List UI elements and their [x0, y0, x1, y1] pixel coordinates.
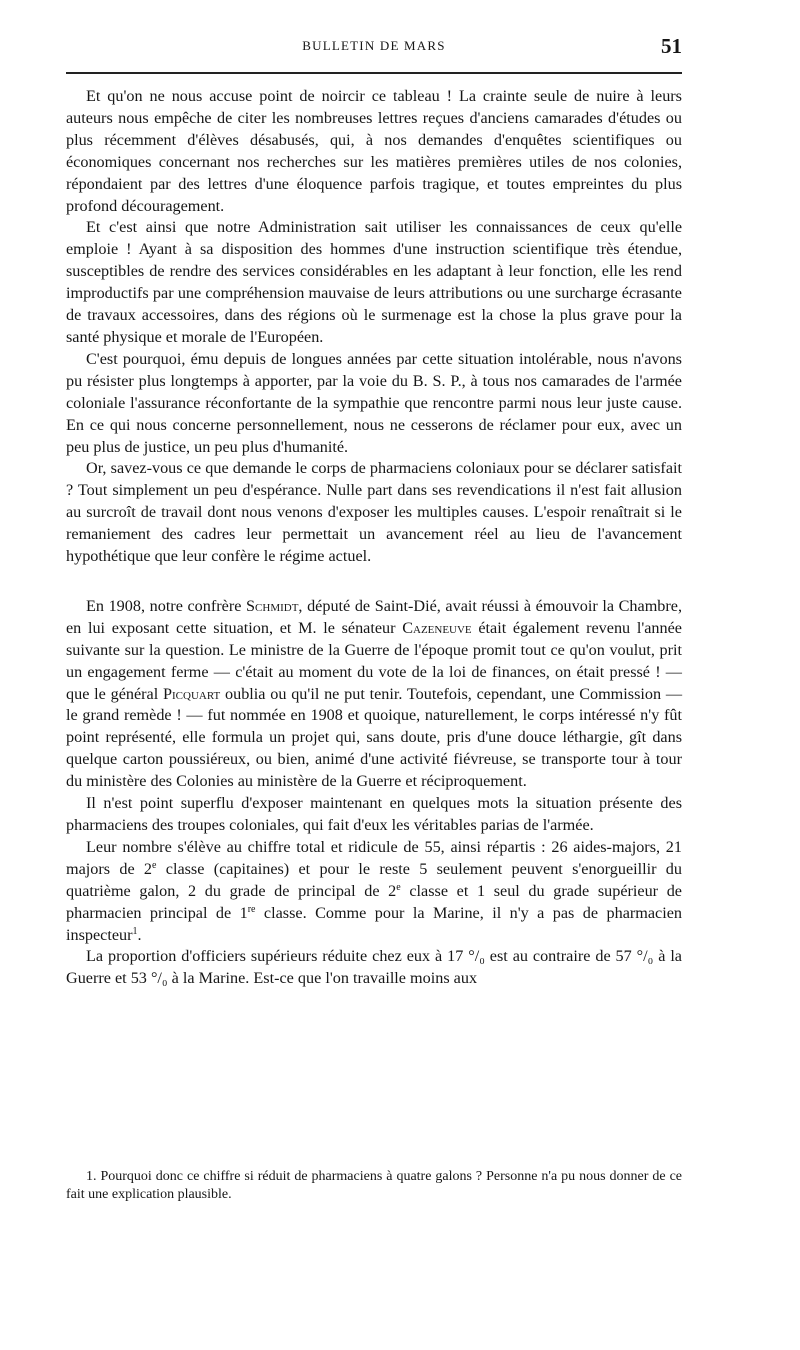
text-run: classe (capitaines) et pour le reste 5 seulement peuvent s'enorgueillir du quatrième galon, 2 du grade de principal de 2: [66, 859, 682, 900]
person-name: Picquart: [163, 684, 221, 703]
paragraph-8: La proportion d'officiers supérieurs réduite chez eux à 17 °/₀ est au contraire de 57 °/₀ à la Guerre et 53 °/₀ à la Marine. Est-ce que l'on travaille moins aux: [66, 947, 682, 988]
paragraph-7: [66, 837, 682, 947]
section-gap: [66, 568, 682, 596]
person-name: Cazeneuve: [402, 618, 472, 637]
paragraph-3: C'est pourquoi, ému depuis de longues années par cette situation intolérable, nous n'avons pu résister plus longtemps à apporter, par la voie du B. S. P., à tous nos camarades de l'armée coloniale l'assurance réconfortante de la sympathie que rencontre parmi nous leur juste cause. En ce qui nous concerne personnellement, nous ne cesserons de réclamer pour eux, avec un peu plus de justice, un peu plus d'humanité.: [66, 349, 682, 456]
text-run: classe et 1 seul du grade supérieur de pharmacien principal de 1: [66, 881, 682, 922]
paragraph-6: Il n'est point superflu d'exposer maintenant en quelques mots la situation présente des pharmaciens des troupes coloniales, qui fait d'eux les véritables parias de l'armée.: [66, 794, 682, 834]
paragraph-4: Or, savez-vous ce que demande le corps de pharmaciens coloniaux pour se déclarer satisfait ? Tout simplement un peu d'espérance. Nulle part dans ses revendications il n'est fait allusion au surcroît de travail dont nous venons d'exposer les multiples causes. L'espoir renaîtrait si le remaniement des cadres leur permettait un avancement réel au lieu de l'avancement hypothétique que leur confère le régime actuel.: [66, 459, 682, 566]
footnotes: [66, 1168, 682, 1204]
body-text: [66, 86, 682, 990]
paragraph-5: [66, 596, 682, 793]
paragraph-1: Et qu'on ne nous accuse point de noircir ce tableau ! La crainte seule de nuire à leurs auteurs nous empêche de citer les nombreuses lettres reçues d'anciens camarades d'études ou plus récemment d'élèves désabusés, qui, à nos demandes d'enquêtes scientifiques ou économiques concernant nos recherches sur les matières premières utiles de nos colonies, répondaient par des lettres d'une éloquence parfois tragique, et toutes empreintes du plus profond découragement.: [66, 87, 682, 215]
ordinal-superscript: re: [247, 903, 256, 915]
text-run: En 1908, notre confrère: [86, 596, 247, 615]
text-run: classe. Comme pour la Marine, il n'y a pas de pharmacien inspecteur: [66, 903, 683, 944]
footnote-reference: 1: [132, 925, 138, 937]
text-run: .: [137, 925, 142, 944]
page-header: [66, 34, 682, 62]
running-title: BULLETIN DE MARS: [302, 38, 446, 53]
text-run: Leur nombre s'élève au chiffre total et ridicule de 55, ainsi répartis : 26 aides-majors, 21 majors de 2: [66, 837, 682, 878]
header-rule: [66, 72, 682, 74]
text-run: , député de Saint-Dié, avait réussi à émouvoir la Chambre, en lui exposant cette situation, et M. le sénateur: [66, 596, 682, 637]
ordinal-superscript: e: [396, 881, 401, 893]
footnote-1: 1. Pourquoi donc ce chiffre si réduit de pharmaciens à quatre galons ? Personne n'a pu nous donner de ce fait une explication plausible.: [66, 1169, 682, 1202]
ordinal-superscript: e: [152, 859, 157, 871]
paragraph-2: Et c'est ainsi que notre Administration sait utiliser les connaissances de ceux qu'elle emploie ! Ayant à sa disposition des hommes d'une instruction scientifique très étendue, susceptibles de rendre des services considérables en les adaptant à leur fonction, elle les rend improductifs par une compréhension mauvaise de leurs attributions ou une surcharge écrasante de travaux accessoires, dans des régions où le surmenage est la chose la plus grave pour la santé physique et morale de l'Européen.: [66, 218, 682, 346]
person-name: Schmidt: [246, 596, 299, 615]
text-run: oublia ou qu'il ne put tenir. Toutefois, cependant, une Commission — le grand remède ! — fut nommée en 1908 et quoique, naturellement, le corps intéressé n'y fût point représenté, elle formula un projet qui, sans doute, pris d'une douce léthargie, gît dans quelque carton poussiéreux, ou bien, animé d'une activité fiévreuse, se transporte tour à tour du ministère des Colonies au ministère de la Guerre et réciproquement.: [66, 684, 683, 791]
page-number: 51: [661, 34, 682, 58]
text-run: était également revenu l'année suivante sur la question. Le ministre de la Guerre de l'époque promit tout ce qu'on voulut, prit un engagement ferme — c'était au moment du vote de la loi de finances, on était pressé ! — que le général: [66, 618, 682, 703]
